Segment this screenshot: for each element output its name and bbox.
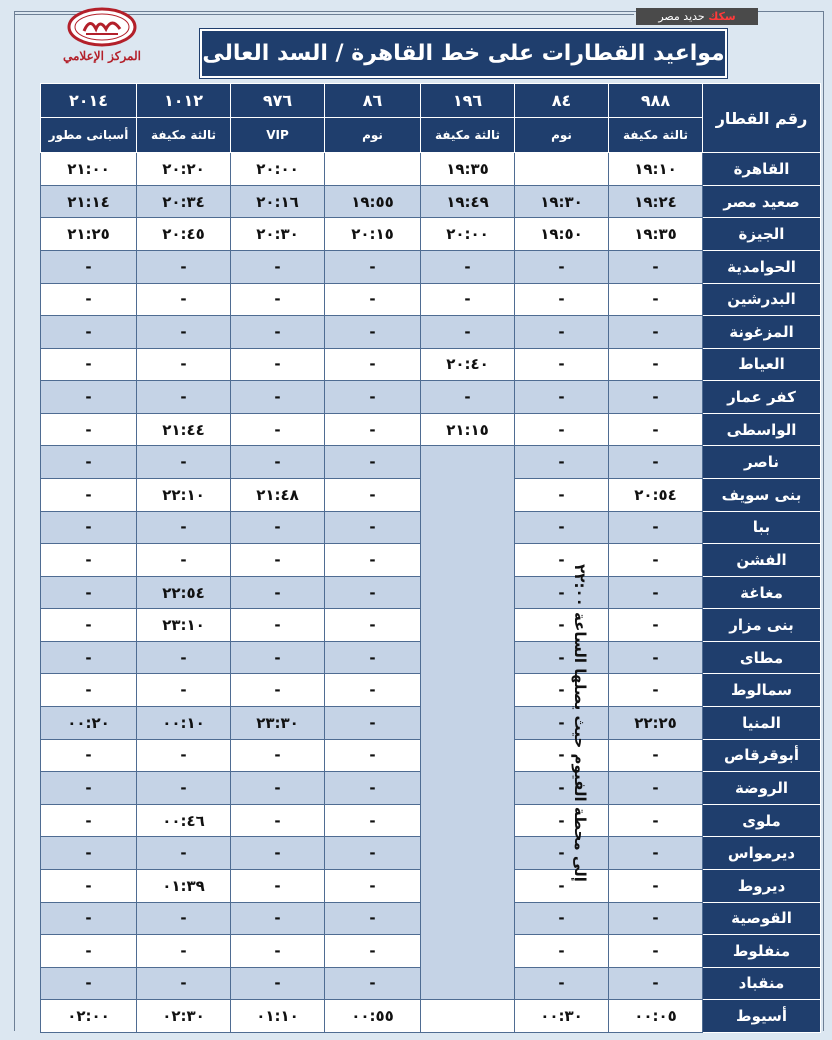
time-cell: - [515,837,609,870]
time-cell: - [137,381,231,414]
station-name: أسيوط [703,1000,821,1033]
station-row [41,413,821,446]
station-name: العياط [703,348,821,381]
time-cell: ٢١:٢٥ [41,218,137,251]
time-cell: - [421,381,515,414]
train-type-header: أسبانى مطور [41,117,137,153]
time-cell: - [41,674,137,707]
time-cell: - [609,413,703,446]
station-row [41,218,821,251]
time-cell: - [325,674,421,707]
time-cell: - [41,576,137,609]
time-cell: - [231,316,325,349]
train-type-header: ثالثة مكيفة [609,117,703,153]
time-cell: - [41,837,137,870]
time-cell: - [41,348,137,381]
time-cell: - [609,902,703,935]
time-cell: - [137,511,231,544]
time-cell: ١٩:٣٠ [515,185,609,218]
time-cell: - [515,739,609,772]
time-cell: - [515,641,609,674]
fayoum-note: إلى محطة الفيوم حيث يصلها الساعة ٢٢:٠٠ [570,563,589,882]
station-name: الجيزة [703,218,821,251]
station-name: كفر عمار [703,381,821,414]
time-cell: - [421,250,515,283]
time-cell: - [231,250,325,283]
time-cell: - [137,348,231,381]
time-cell: - [41,902,137,935]
page-title: مواعيد القطارات على خط القاهرة / السد العالى [200,29,727,78]
time-cell: - [325,413,421,446]
time-cell: ٢٣:١٠ [137,609,231,642]
time-cell: ٢٠:٢٠ [137,153,231,186]
train-number-header: ٨٦ [325,84,421,118]
time-cell: - [137,283,231,316]
time-cell: - [609,869,703,902]
time-cell: - [231,609,325,642]
station-name: ديرمواس [703,837,821,870]
time-cell: - [325,837,421,870]
time-cell: - [515,479,609,512]
time-cell: - [231,576,325,609]
station-name: مغاغة [703,576,821,609]
train-type-header: نوم [515,117,609,153]
time-cell: - [515,316,609,349]
time-cell: - [325,707,421,740]
station-name: منقباد [703,967,821,1000]
train-number-header: ٢٠١٤ [41,84,137,118]
time-cell: - [609,641,703,674]
time-cell: ٢٠:٠٠ [421,218,515,251]
time-cell: - [325,967,421,1000]
time-cell: - [609,544,703,577]
time-cell: - [325,316,421,349]
time-cell: - [609,381,703,414]
time-cell: - [231,413,325,446]
time-cell: - [609,283,703,316]
station-name: القاهرة [703,153,821,186]
time-cell: - [41,739,137,772]
time-cell: - [137,837,231,870]
time-cell: - [515,446,609,479]
station-name: بنى سويف [703,479,821,512]
time-cell: - [515,348,609,381]
time-cell: ٠١:١٠ [231,1000,325,1033]
time-cell: ٢٠:٤٥ [137,218,231,251]
time-cell: - [41,511,137,544]
time-cell: ٢٠:٠٠ [231,153,325,186]
time-cell: ٢١:١٥ [421,413,515,446]
time-cell: - [325,772,421,805]
time-cell: ٢٢:٥٤ [137,576,231,609]
time-cell: ٠١:٣٩ [137,869,231,902]
station-name: ناصر [703,446,821,479]
time-cell: - [137,544,231,577]
media-center-label: المركز الإعلامي [63,49,141,63]
time-cell: - [325,446,421,479]
train-number-header: ٨٤ [515,84,609,118]
station-row [41,250,821,283]
train-type-header: ثالثة مكيفة [421,117,515,153]
time-cell: - [231,641,325,674]
time-cell: - [231,446,325,479]
time-cell: - [325,739,421,772]
time-cell: - [609,935,703,968]
station-name: صعيد مصر [703,185,821,218]
time-cell: - [231,544,325,577]
time-cell: - [231,935,325,968]
brand-part-2: حديد مصر [658,10,709,23]
time-cell: - [231,837,325,870]
time-cell: - [609,674,703,707]
time-cell: - [41,869,137,902]
time-cell: ٢١:٤٤ [137,413,231,446]
station-row [41,348,821,381]
time-cell: - [515,707,609,740]
time-cell: ٢٢:٢٥ [609,707,703,740]
time-cell: - [515,804,609,837]
time-cell: - [609,804,703,837]
train-schedule-table [40,83,821,1033]
time-cell: - [325,511,421,544]
station-row [41,283,821,316]
time-cell: - [609,446,703,479]
time-cell: ٢٠:٣٤ [137,185,231,218]
time-cell: - [41,316,137,349]
station-name: الروضة [703,772,821,805]
time-cell: - [41,772,137,805]
station-name: الفشن [703,544,821,577]
train-number-label: رقم القطار [703,84,821,153]
time-cell: - [325,935,421,968]
time-cell: ٠٠:٥٥ [325,1000,421,1033]
time-cell: - [515,511,609,544]
time-cell: - [231,674,325,707]
time-cell: ٢٠:١٥ [325,218,421,251]
station-name: ديروط [703,869,821,902]
time-cell: ١٩:١٠ [609,153,703,186]
station-name: ببا [703,511,821,544]
time-cell: - [515,413,609,446]
time-cell: ١٩:٥٠ [515,218,609,251]
station-row [41,185,821,218]
fayoum-note-cell [421,446,589,1000]
egyptian-railways-logo [54,7,150,77]
time-cell: ١٩:٥٥ [325,185,421,218]
station-name: البدرشين [703,283,821,316]
time-cell: ١٩:٤٩ [421,185,515,218]
station-name: منفلوط [703,935,821,968]
time-cell: - [41,479,137,512]
time-cell: ٢٣:٣٠ [231,707,325,740]
time-cell: - [609,316,703,349]
railways-emblem-icon [66,7,138,47]
time-cell: - [231,283,325,316]
time-cell: - [609,250,703,283]
time-cell: - [325,576,421,609]
train-type-header: VIP [231,117,325,153]
time-cell: - [41,935,137,968]
time-cell: ٠٢:٠٠ [41,1000,137,1033]
time-cell: - [231,869,325,902]
brand-tag [636,8,758,25]
station-row [41,381,821,414]
time-cell: - [515,381,609,414]
train-number-header: ٩٧٦ [231,84,325,118]
time-cell: ٠٠:١٠ [137,707,231,740]
station-name: القوصية [703,902,821,935]
station-name: أبوقرقاص [703,739,821,772]
station-name: المزغونة [703,316,821,349]
time-cell: - [515,869,609,902]
time-cell: ٢١:٠٠ [41,153,137,186]
time-cell: - [515,772,609,805]
time-cell: - [515,250,609,283]
time-cell: - [515,967,609,1000]
time-cell: - [609,609,703,642]
time-cell: - [515,609,609,642]
train-type-header: ثالثة مكيفة [137,117,231,153]
time-cell: - [609,348,703,381]
time-cell: - [137,641,231,674]
station-name: المنيا [703,707,821,740]
time-cell: - [515,283,609,316]
time-cell: - [515,902,609,935]
time-cell [325,153,421,186]
time-cell: - [137,446,231,479]
time-cell: - [41,446,137,479]
frame-line-left [14,11,15,1031]
time-cell [421,1000,515,1033]
time-cell: - [231,348,325,381]
time-cell: - [137,902,231,935]
time-cell: - [137,250,231,283]
train-number-header: ١٩٦ [421,84,515,118]
time-cell: ٢١:١٤ [41,185,137,218]
time-cell: - [515,935,609,968]
time-cell: - [41,413,137,446]
time-cell: - [609,739,703,772]
time-cell [515,153,609,186]
time-cell: ٢٠:١٦ [231,185,325,218]
time-cell: - [421,283,515,316]
time-cell: - [609,967,703,1000]
time-cell: - [325,381,421,414]
frame-line-right [823,11,824,1031]
time-cell: - [609,511,703,544]
time-cell: ٠٠:٢٠ [41,707,137,740]
time-cell: - [325,902,421,935]
time-cell: - [41,381,137,414]
time-cell: ٠٠:٣٠ [515,1000,609,1033]
station-name: الواسطى [703,413,821,446]
time-cell: - [609,837,703,870]
time-cell: - [41,283,137,316]
time-cell: - [231,772,325,805]
time-cell: ٢٠:٥٤ [609,479,703,512]
time-cell: - [231,967,325,1000]
time-cell: - [325,804,421,837]
station-name: بنى مزار [703,609,821,642]
train-number-header: ١٠١٢ [137,84,231,118]
time-cell: - [231,381,325,414]
time-cell: - [325,348,421,381]
time-cell: - [515,544,609,577]
time-cell: - [325,283,421,316]
brand-part-1: سكك [708,10,736,23]
time-cell: - [421,316,515,349]
station-name: الحوامدية [703,250,821,283]
time-cell: - [41,544,137,577]
time-cell: - [325,869,421,902]
time-cell: - [41,250,137,283]
train-type-header: نوم [325,117,421,153]
time-cell: - [41,804,137,837]
train-number-header: ٩٨٨ [609,84,703,118]
time-cell: ٠٠:٤٦ [137,804,231,837]
time-cell: ٠٠:٠٥ [609,1000,703,1033]
time-cell: - [137,674,231,707]
time-cell: - [325,479,421,512]
time-cell: - [231,739,325,772]
time-cell: ٢١:٤٨ [231,479,325,512]
time-cell: - [325,250,421,283]
time-cell: - [231,902,325,935]
time-cell: ٢٢:١٠ [137,479,231,512]
station-name: سمالوط [703,674,821,707]
station-row [41,1000,821,1033]
time-cell: - [325,641,421,674]
time-cell: - [325,544,421,577]
time-cell: - [231,804,325,837]
station-row [41,316,821,349]
time-cell: - [609,576,703,609]
time-cell: ١٩:٣٥ [609,218,703,251]
time-cell: ٢٠:٤٠ [421,348,515,381]
time-cell: ١٩:٢٤ [609,185,703,218]
time-cell: - [41,641,137,674]
station-name: مطاى [703,641,821,674]
time-cell: - [137,772,231,805]
time-cell: - [515,674,609,707]
time-cell: - [137,935,231,968]
station-row [41,446,821,479]
time-cell: - [325,609,421,642]
time-cell: ٢٠:٣٠ [231,218,325,251]
time-cell: - [609,772,703,805]
time-cell: - [41,967,137,1000]
station-name: ملوى [703,804,821,837]
time-cell: - [515,576,609,609]
time-cell: - [41,609,137,642]
time-cell: - [137,967,231,1000]
time-cell: - [137,316,231,349]
station-row [41,153,821,186]
time-cell: - [231,511,325,544]
time-cell: - [137,739,231,772]
time-cell: ١٩:٣٥ [421,153,515,186]
time-cell: ٠٢:٣٠ [137,1000,231,1033]
